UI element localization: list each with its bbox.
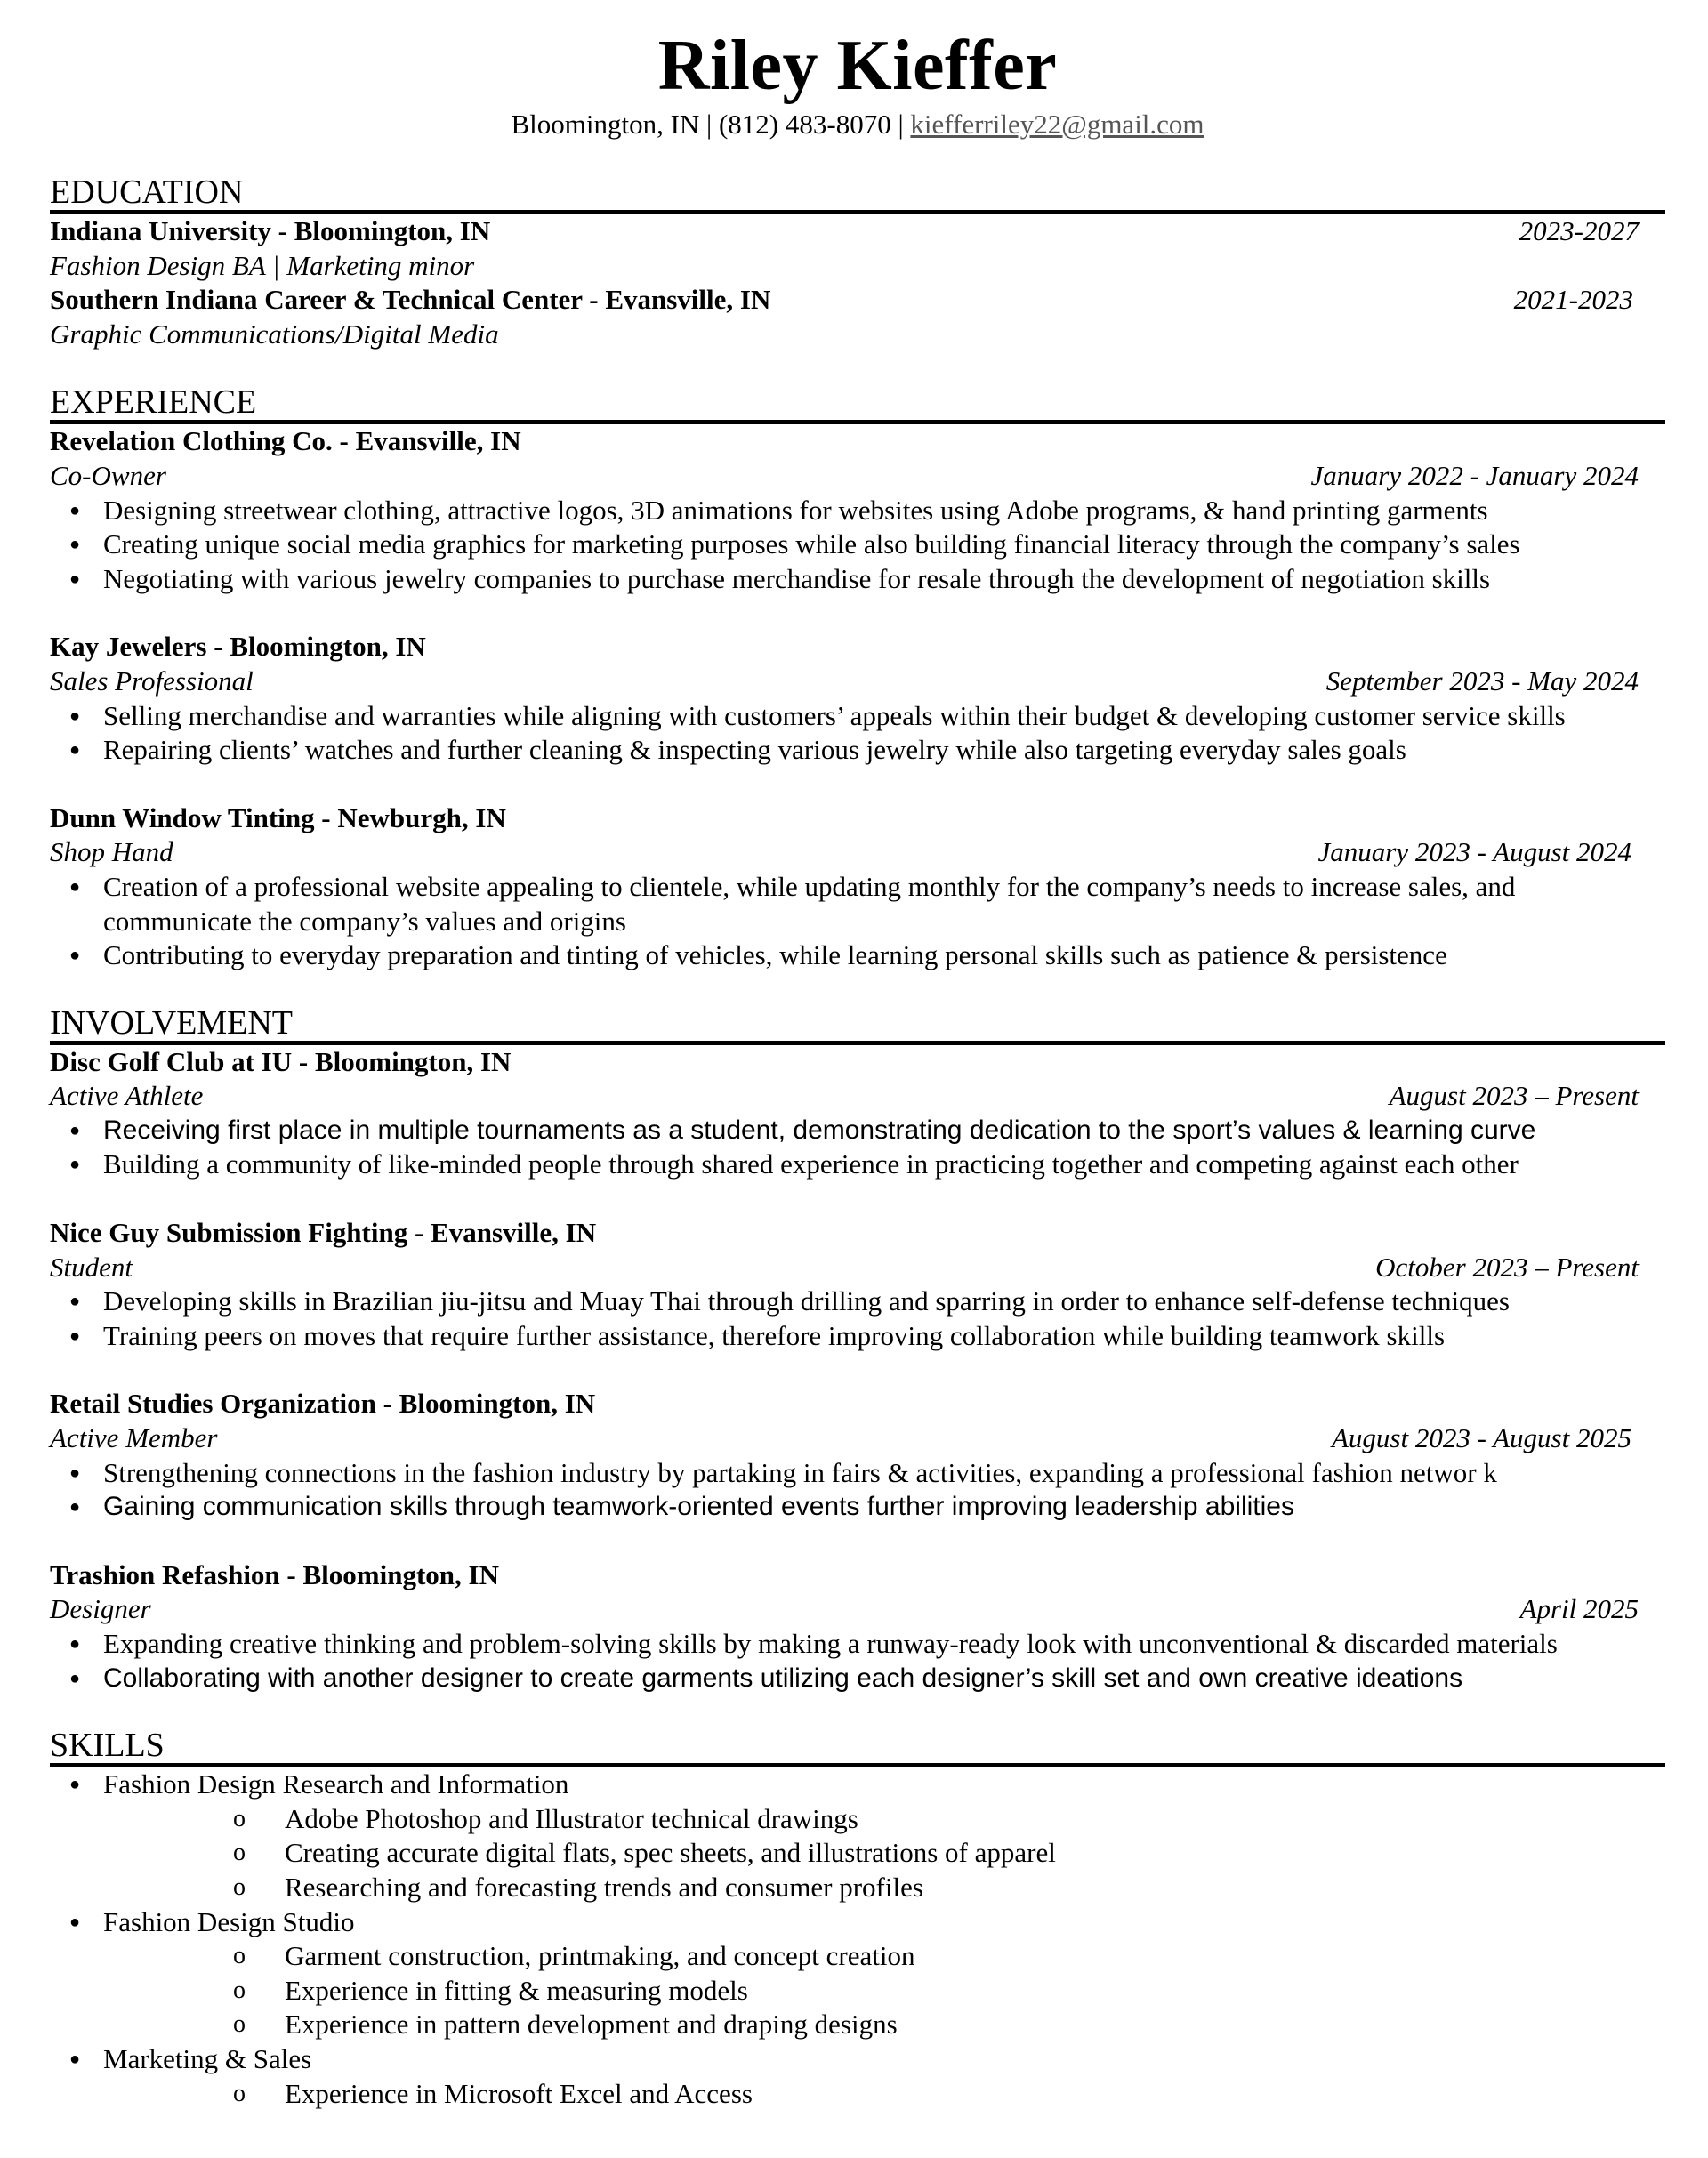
email-link[interactable]: kiefferriley22@gmail.com — [910, 109, 1204, 140]
experience-org: Kay Jewelers - Bloomington, IN — [50, 631, 426, 663]
experience-entry — [50, 801, 1665, 973]
experience-section — [50, 384, 1665, 972]
experience-org: Dunn Window Tinting - Newburgh, IN — [50, 801, 506, 833]
experience-bullet: ● Designing streetwear clothing, attractive logos, 3D animations for websites using Adobe programs, & hand printing garments — [50, 494, 1665, 528]
education-date: 2021-2023 — [1513, 284, 1633, 316]
involvement-role: Active Member — [50, 1422, 218, 1454]
skill-item: o Experience in pattern development and draping designs — [50, 2008, 1665, 2042]
skill-item: o Adobe Photoshop and Illustrator technical drawings — [50, 1802, 1665, 1837]
education-detail-row — [50, 318, 1665, 352]
skill-item: o Experience in fitting & measuring models — [50, 1974, 1665, 2009]
experience-bullet: ● Creation of a professional website appealing to clientele, while updating monthly for the company’s needs to increase sales, and communicate the company’s values and origins — [50, 870, 1580, 938]
education-detail: Fashion Design BA | Marketing minor — [50, 249, 475, 281]
skill-item: o Experience in Microsoft Excel and Access — [50, 2077, 1665, 2112]
involvement-entry — [50, 1387, 1665, 1524]
involvement-role: Student — [50, 1251, 133, 1283]
experience-bullet: ● Negotiating with various jewelry companies to purchase merchandise for resale through the development of negotiation skills — [50, 562, 1665, 597]
education-org: Indiana University - Bloomington, IN — [50, 215, 491, 246]
involvement-date: April 2025 — [1519, 1593, 1639, 1625]
involvement-date: October 2023 – Present — [1375, 1251, 1639, 1283]
education-date: 2023-2027 — [1519, 215, 1639, 246]
education-entry — [50, 283, 1665, 318]
skill-group-title: ● Fashion Design Research and Information — [50, 1767, 1665, 1802]
involvement-bullet: ● Gaining communication skills through teamwork-oriented events further improving leadership abilities — [50, 1490, 1665, 1525]
experience-role: Shop Hand — [50, 836, 173, 868]
experience-role: Co-Owner — [50, 459, 166, 491]
education-detail: Graphic Communications/Digital Media — [50, 318, 499, 350]
education-org: Southern Indiana Career & Technical Center - Evansville, IN — [50, 284, 771, 316]
involvement-section — [50, 1005, 1665, 1696]
education-section — [50, 174, 1665, 351]
experience-date: January 2022 - January 2024 — [1310, 459, 1639, 491]
involvement-org: Retail Studies Organization - Bloomington, IN — [50, 1388, 596, 1420]
involvement-org: Nice Guy Submission Fighting - Evansville, IN — [50, 1217, 597, 1249]
experience-entry — [50, 630, 1665, 767]
involvement-role: Active Athlete — [50, 1080, 204, 1112]
experience-role: Sales Professional — [50, 664, 254, 697]
skills-section — [50, 1727, 1665, 2111]
resume-page — [50, 0, 1665, 2111]
involvement-heading: INVOLVEMENT — [50, 1005, 1665, 1045]
skill-item: o Researching and forecasting trends and consumer profiles — [50, 1871, 1665, 1905]
experience-date: September 2023 - May 2024 — [1325, 664, 1639, 697]
education-detail-row — [50, 249, 1665, 284]
involvement-date: August 2023 - August 2025 — [1332, 1422, 1631, 1454]
resume-name: Riley Kieffer — [657, 27, 1058, 105]
skill-item: o Creating accurate digital flats, spec sheets, and illustrations of apparel — [50, 1836, 1665, 1871]
involvement-bullet: ● Receiving first place in multiple tournaments as a student, demonstrating dedication to the sport’s values & learning curve — [50, 1114, 1665, 1148]
involvement-bullet: ● Collaborating with another designer to create garments utilizing each designer’s skill set and own creative ideations — [50, 1662, 1665, 1696]
experience-org: Revelation Clothing Co. - Evansville, IN — [50, 425, 521, 457]
involvement-entry — [50, 1045, 1665, 1182]
involvement-entry — [50, 1216, 1665, 1353]
involvement-org: Disc Golf Club at IU - Bloomington, IN — [50, 1045, 512, 1077]
experience-heading: EXPERIENCE — [50, 384, 1665, 424]
involvement-role: Designer — [50, 1593, 151, 1625]
contact-line — [50, 109, 1665, 141]
involvement-entry — [50, 1558, 1665, 1695]
involvement-org: Trashion Refashion - Bloomington, IN — [50, 1558, 499, 1590]
contact-details: Bloomington, IN | (812) 483-8070 | — [511, 109, 911, 140]
education-entry — [50, 214, 1665, 249]
involvement-bullet: ● Expanding creative thinking and problem-solving skills by making a runway-ready look with unconventional & discarded materials — [50, 1627, 1665, 1662]
involvement-bullet: ● Strengthening connections in the fashion industry by partaking in fairs & activities, expanding a professional fashion networ k — [50, 1456, 1665, 1491]
involvement-date: August 2023 – Present — [1389, 1080, 1639, 1112]
experience-bullet: ● Repairing clients’ watches and further cleaning & inspecting various jewelry while also targeting everyday sales goals — [50, 733, 1665, 768]
experience-bullet: ● Selling merchandise and warranties while aligning with customers’ appeals within their budget & developing customer service skills — [50, 699, 1665, 734]
experience-bullet: ● Contributing to everyday preparation and tinting of vehicles, while learning personal skills such as patience & persistence — [50, 938, 1580, 973]
involvement-bullet: ● Developing skills in Brazilian jiu-jitsu and Muay Thai through drilling and sparring in order to enhance self-defense techniques — [50, 1284, 1665, 1319]
skill-group-title: ● Fashion Design Studio — [50, 1905, 1665, 1940]
involvement-bullet: ● Building a community of like-minded people through shared experience in practicing together and competing against each other — [50, 1147, 1665, 1182]
experience-date: January 2023 - August 2024 — [1317, 836, 1631, 868]
skill-item: o Garment construction, printmaking, and concept creation — [50, 1939, 1665, 1974]
skills-heading: SKILLS — [50, 1727, 1665, 1767]
experience-bullet: ● Creating unique social media graphics for marketing purposes while also building financial literacy through the company’s sales — [50, 527, 1665, 562]
education-heading: EDUCATION — [50, 174, 1665, 214]
involvement-bullet: ● Training peers on moves that require further assistance, therefore improving collaboration while building teamwork skills — [50, 1319, 1665, 1354]
experience-entry — [50, 424, 1665, 596]
skill-group-title: ● Marketing & Sales — [50, 2042, 1665, 2077]
